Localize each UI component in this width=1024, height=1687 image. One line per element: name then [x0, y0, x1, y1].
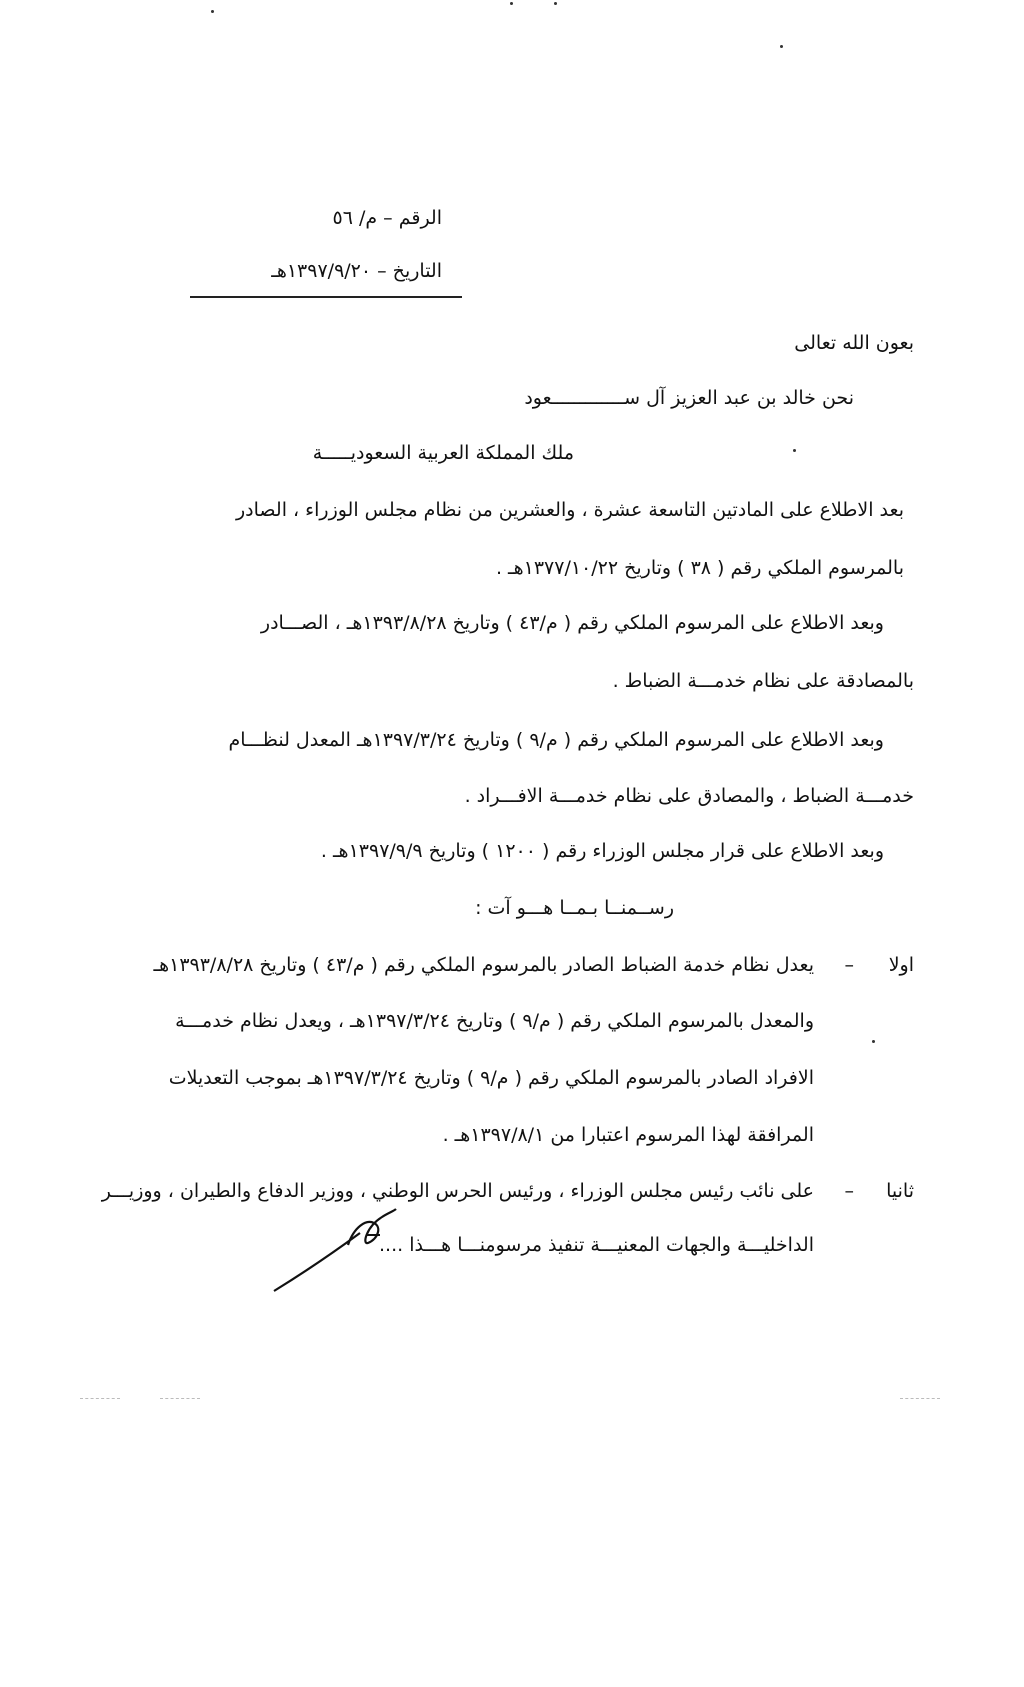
invocation: بعون الله تعالى — [794, 332, 914, 354]
reference-number: الرقم – م/ ٥٦ — [332, 207, 442, 229]
preamble-para3-line1: وبعد الاطلاع على المرسوم الملكي رقم ( م/٩ ) وتاريخ ١٣٩٧/٣/٢٤هـ المعدل لنظـــام — [228, 729, 884, 751]
scan-dash — [900, 1398, 940, 1399]
scan-speck — [793, 449, 796, 452]
article-first-line2: والمعدل بالمرسوم الملكي رقم ( م/٩ ) وتاريخ ١٣٩٧/٣/٢٤هـ ، ويعدل نظام خدمـــة — [175, 1010, 814, 1032]
article-first-line1: يعدل نظام خدمة الضباط الصادر بالمرسوم الملكي رقم ( م/٤٣ ) وتاريخ ١٣٩٣/٨/٢٨هـ — [153, 954, 814, 976]
article-second-dash: – — [844, 1180, 854, 1202]
article-first-marker: اولا — [888, 954, 914, 976]
reference-date: التاريخ – ١٣٩٧/٩/٢٠هـ — [271, 260, 442, 282]
preamble-para2-line1: وبعد الاطلاع على المرسوم الملكي رقم ( م/٤٣ ) وتاريخ ١٣٩٣/٨/٢٨هـ ، الصـــادر — [260, 612, 884, 634]
preamble-para3-line2: خدمـــة الضباط ، والمصادق على نظام خدمـــة الافـــراد . — [464, 785, 914, 807]
article-first-line3: الافراد الصادر بالمرسوم الملكي رقم ( م/٩ ) وتاريخ ١٣٩٧/٣/٢٤هـ بموجب التعديلات — [168, 1067, 814, 1089]
article-second-marker: ثانيا — [886, 1180, 914, 1202]
scan-speck — [211, 10, 214, 13]
signature — [270, 1205, 400, 1295]
preamble-para4-line1: وبعد الاطلاع على قرار مجلس الوزراء رقم ( ١٢٠٠ ) وتاريخ ١٣٩٧/٩/٩هـ . — [320, 840, 884, 862]
decree-heading: رســمنــا بـمــا هـــو آت : — [475, 897, 674, 919]
header-underline — [190, 296, 462, 298]
preamble-para1-line1: بعد الاطلاع على المادتين التاسعة عشرة ، والعشرين من نظام مجلس الوزراء ، الصادر — [236, 499, 904, 521]
article-first-dash: – — [844, 954, 854, 976]
preamble-para1-line2: بالمرسوم الملكي رقم ( ٣٨ ) وتاريخ ١٣٧٧/١٠/٢٢هـ . — [495, 557, 904, 579]
article-first-line4: المرافقة لهذا المرسوم اعتبارا من ١٣٩٧/٨/١هـ . — [442, 1124, 814, 1146]
scan-speck — [780, 45, 783, 48]
scan-speck — [872, 1040, 875, 1043]
article-second-line1: على نائب رئيس مجلس الوزراء ، ورئيس الحرس الوطني ، ووزير الدفاع والطيران ، ووزيـــر — [101, 1180, 814, 1202]
scan-dash — [80, 1398, 120, 1399]
scan-speck — [510, 2, 513, 5]
article-second-line2: الداخليـــة والجهات المعنيـــة تنفيذ مرسومنـــا هـــذا .... — [379, 1234, 814, 1256]
preamble-para2-line2: بالمصادقة على نظام خدمـــة الضباط . — [612, 670, 914, 692]
king-title: ملك المملكة العربية السعوديـــــة — [312, 442, 574, 464]
scan-speck — [554, 2, 557, 5]
scan-dash — [160, 1398, 200, 1399]
king-name: نحن خالد بن عبد العزيز آل ســـــــــــــعود — [524, 387, 854, 409]
